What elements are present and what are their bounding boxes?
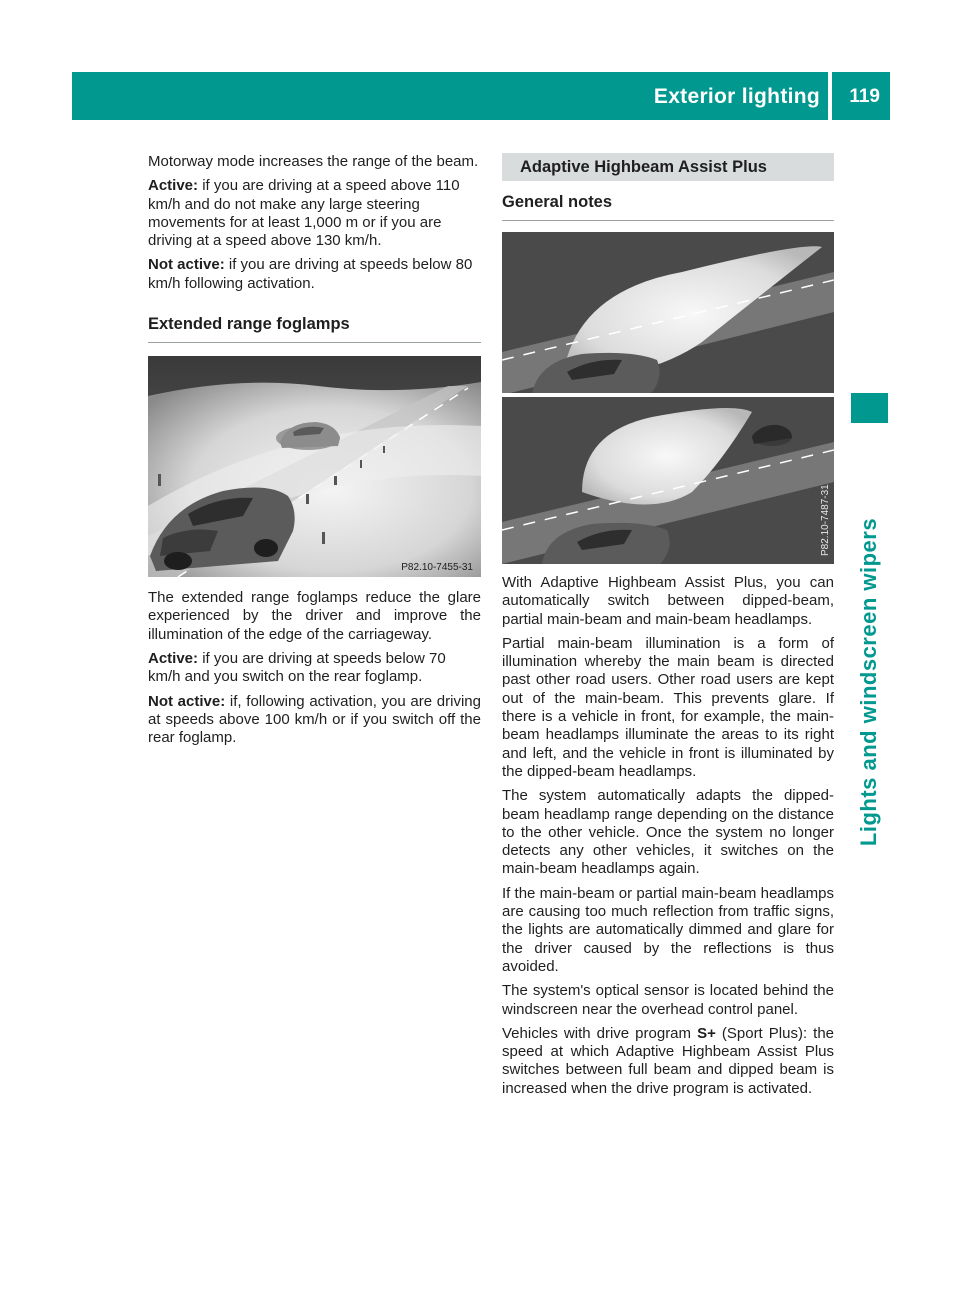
active-text: if you are driving at a speed above 110 km/h and do not make any large steering movements for at least 1,000 m or if you are driving at a speed above 130 km/h. [148, 177, 460, 250]
right-column [502, 153, 834, 1104]
foglamps-description: The extended range foglamps reduce the glare experienced by the driver and improve the illumination of the edge of the carriageway. [148, 589, 481, 643]
general-notes-p5: The system's optical sensor is located behind the windscreen near the overhead control panel. [502, 982, 834, 1018]
figure-code-label: P82.10-7455-31 [401, 562, 473, 574]
motorway-not-active [148, 256, 481, 293]
left-column [148, 153, 481, 753]
page-header [72, 72, 890, 120]
p6-post: (Sport Plus): the speed at which Adaptive Highbeam Assist Plus switches between full beam and dipped beam is increased when the drive program is activated. [502, 1024, 834, 1097]
chapter-tab-marker [851, 393, 888, 423]
motorway-active [148, 177, 481, 250]
active-label: Active: [148, 649, 199, 667]
active-text: if you are driving at speeds below 70 km/h and you switch on the rear foglamp. [148, 649, 446, 686]
page-number: 119 [849, 86, 880, 107]
general-notes-p2: Partial main-beam illumination is a form of illumination whereby the main beam is directed past other road users. Other road users are kept out of the main-beam. This prevents glare. If there is a vehicle in front, for example, the main-beam headlamps illuminate the areas to its right and left, and the vehicle in front is illuminated by the dipped-beam headlamps. [502, 634, 834, 780]
general-notes-p3: The system automatically adapts the dipped-beam headlamp range depending on the distance to the other vehicle. Once the system no longer detects any other vehicles, it switches on the main-beam headlamps again. [502, 787, 834, 878]
foglamps-not-active [148, 693, 481, 748]
not-active-text: if you are driving at speeds below 80 km/h following activation. [148, 256, 473, 292]
figure-code-label: P82.10-7487-31 [820, 484, 831, 556]
foglamps-active [148, 650, 481, 687]
foglamps-illustration [148, 356, 481, 577]
not-active-label: Not active: [148, 256, 225, 274]
p6-pre: Vehicles with drive program [502, 1024, 698, 1042]
header-title: Exterior lighting [653, 85, 820, 108]
highbeam-illustration [502, 232, 834, 564]
general-notes-p4: If the main-beam or partial main-beam headlamps are causing too much reflection from traffic signs, the lights are automatically dimmed and glare for the driver caused by the reflections is thus avoided. [502, 884, 834, 975]
section-heading-general-notes: General notes [502, 191, 834, 221]
header-separator [828, 72, 832, 120]
chapter-tab-label: Lights and windscreen wipers [855, 517, 881, 847]
section-heading-foglamps: Extended range foglamps [148, 313, 481, 343]
motorway-intro: Motorway mode increases the range of the beam. [148, 153, 479, 170]
general-notes-p1: With Adaptive Highbeam Assist Plus, you can automatically switch between dipped-beam, partial main-beam and main-beam headlamps. [502, 574, 834, 628]
not-active-label: Not active: [148, 692, 226, 710]
section-title-bar: Adaptive Highbeam Assist Plus [502, 153, 834, 181]
drive-program-s-plus: S+ [697, 1024, 716, 1042]
active-label: Active: [148, 177, 199, 195]
general-notes-p6 [502, 1025, 834, 1098]
not-active-text: if, following activation, you are driving at speeds above 100 km/h or if you switch off the rear foglamp. [148, 692, 481, 747]
